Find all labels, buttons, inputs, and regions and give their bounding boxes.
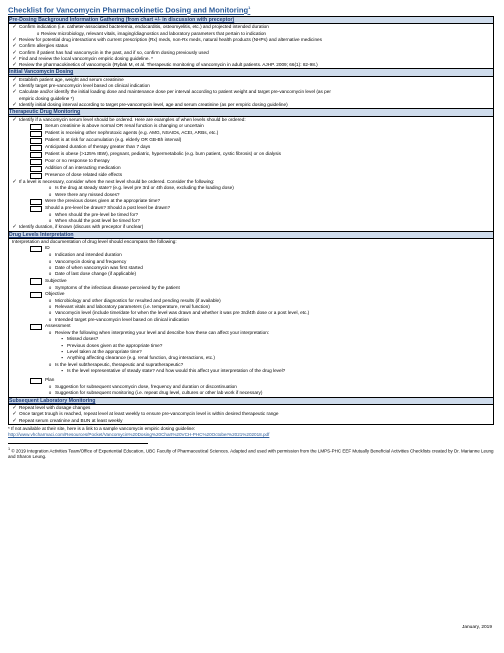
- hollow-bullet-icon: o: [48, 264, 52, 270]
- checkmark-icon: ✓: [12, 55, 17, 62]
- section-header-lab-monitoring: Subsequent Laboratory Monitoring: [9, 397, 494, 404]
- hollow-bullet-icon: o: [48, 271, 52, 277]
- list-item: ✓ Review for potential drug interactions with current prescription (Rx) meds, non-Rx meds, natural health products (NHPs) and alternative medicines: [9, 37, 493, 43]
- tdm-list: [9, 117, 493, 231]
- list-item: ✓ Confirm if patient has had vancomycin in the past, and if so, confirm dosing previously used: [9, 50, 493, 56]
- list-item: o Review microbiology, relevant vitals, imaging/diagnostics and laboratory parameters that pertain to indication: [36, 30, 267, 36]
- sub-item: o Suggestion for subsequent monitoring (i.e. repeat drug level, cultures or other lab work if necessary): [9, 390, 493, 396]
- list-item: ✓ Calculate and/or identify the initial loading dose and maintenance dose per interval according to patient weight and target pre-vancomycin level (as per: [9, 89, 493, 95]
- hollow-bullet-icon: o: [48, 384, 52, 390]
- checkmark-icon: ✓: [12, 405, 17, 412]
- checkmark-icon: ✓: [12, 102, 17, 109]
- checkmark-icon: ✓: [12, 411, 17, 418]
- checkmark-icon: ✓: [12, 224, 17, 231]
- section-header-interpretation: Drug Levels Interpretation: [9, 231, 494, 238]
- square-bullet-icon: ▪: [61, 336, 63, 342]
- sub-sub-item: ▪ Level taken at the appropriate time?: [9, 349, 493, 355]
- checkbox-item-assessment[interactable]: Assessment: [9, 323, 493, 330]
- checkbox-icon[interactable]: [30, 206, 42, 212]
- sub-item: o When should the pre-level be timed for?: [9, 212, 493, 218]
- checkbox-icon[interactable]: [30, 152, 42, 158]
- list-item: ✓ Confirm indication (i.e. catheter-associated bacteremia, endocarditis, osteomyelitis, etc.) and projected intended duration: [9, 24, 493, 30]
- sub-item: o Intended target pre-vancomycin level based on clinical indication: [9, 317, 493, 323]
- sub-item: o Date of last dose change (if applicable): [9, 271, 493, 277]
- checkbox-item[interactable]: Patient is at risk for accumulation (e.g. elderly OR GB-Bh interval): [9, 137, 493, 144]
- sub-item: o Vancomycin dosing and frequency: [9, 259, 493, 265]
- checkbox-item[interactable]: Anticipated duration of therapy greater than 7 days: [9, 144, 493, 151]
- hollow-bullet-icon: o: [48, 185, 52, 191]
- hollow-bullet-icon: o: [48, 297, 52, 303]
- sub-sub-item: ▪ Previous doses given at the appropriate time?: [9, 343, 493, 349]
- hollow-bullet-icon: o: [48, 258, 52, 264]
- checkmark-icon: ✓: [12, 83, 17, 90]
- checkbox-icon[interactable]: [30, 166, 42, 172]
- checkmark-icon: ✓: [12, 116, 17, 123]
- checkbox-icon[interactable]: [30, 292, 42, 298]
- sub-sub-item: ▪ Is the level representative of steady state? And how would this affect your interpretation of the drug level?: [9, 368, 493, 374]
- list-item: ✓ Identify if a vancomycin serum level should be ordered. Here are examples of when levels should be ordered:: [9, 117, 493, 123]
- checkbox-item[interactable]: Addition of an interacting medication: [9, 165, 493, 172]
- checkbox-item[interactable]: Patient is receiving other nephrotoxic agents (e.g. AMG, NSAIDs, ACEI, ARBs, etc.): [9, 130, 493, 137]
- list-item: ✓ Confirm allergies status: [9, 43, 493, 49]
- checkbox-item-objective[interactable]: Objective: [9, 291, 493, 298]
- checkbox-icon[interactable]: [30, 324, 42, 330]
- list-item: ✓ If a level is necessary, consider when the next level should be ordered. Consider the following:: [9, 179, 493, 185]
- checkbox-icon[interactable]: [30, 145, 42, 151]
- checkmark-icon: ✓: [12, 89, 17, 96]
- sub-item: o Review the following when interpreting your level and describe how these can affect your interpretation:: [9, 330, 493, 336]
- hollow-bullet-icon: o: [48, 284, 52, 290]
- footnote-star: * If not available at their site, here is a link to a sample vancomycin empiric dosing guideline:: [8, 425, 196, 431]
- checkbox-icon[interactable]: [30, 246, 42, 252]
- hollow-bullet-icon: o: [48, 310, 52, 316]
- checkbox-item[interactable]: Serum creatinine is above normal OR renal function is changing or uncertain: [9, 123, 493, 130]
- hollow-bullet-icon: o: [48, 330, 52, 336]
- square-bullet-icon: ▪: [61, 348, 63, 354]
- sub-item: o When should the post level be timed for?: [9, 218, 493, 224]
- checkmark-icon: ✓: [12, 62, 17, 69]
- checkbox-item-id[interactable]: ID: [9, 245, 493, 252]
- sub-item: o Is the level subtherapeutic, therapeutic and supratherapeutic?: [9, 362, 493, 368]
- checkmark-icon: ✓: [12, 178, 17, 185]
- list-item: ✓ Review the pharmacokinetics of vancomycin (Rybak M, et al. Therapeutic monitoring of vancomycin in adult patients. AJHP. 2009; 66(1): 82-98.): [9, 62, 493, 68]
- page-title: Checklist for Vancomycin Pharmacokinetic Dosing and Monitoring$^1$: [8, 5, 251, 15]
- list-item: ✓ Identify duration, if known (discuss with preceptor if unclear): [9, 224, 493, 230]
- sub-item: o Is the drug at steady state? (e.g. level pre 3rd or 4th dose, excluding the loading dose): [9, 185, 493, 191]
- list-item-continuation: empiric dosing guideline *): [19, 95, 74, 101]
- hollow-bullet-icon: o: [48, 191, 52, 197]
- hollow-bullet-icon: o: [36, 30, 40, 36]
- sub-item: o Date of when vancomycin was first started: [9, 265, 493, 271]
- checkbox-icon[interactable]: [30, 131, 42, 137]
- list-intro: Interpretation and documentation of drug level should encompass the following:: [12, 239, 177, 245]
- sub-sub-item: ▪ Anything affecting clearance (e.g. renal function, drug interactions, etc.): [9, 355, 493, 361]
- checkmark-icon: ✓: [12, 37, 17, 43]
- document-date: January, 2019: [461, 625, 492, 630]
- checkbox-item-plan[interactable]: Plan: [9, 377, 493, 384]
- section-header-tdm: Therapeutic Drug Monitoring: [9, 109, 494, 116]
- sub-item: o Vancomycin level (include time/date for when the level was drawn and whether it was pre 3rd/4th dose or a post level, etc.): [9, 310, 493, 316]
- section-header-initial-dosing: Initial Vancomycin Dosing: [9, 69, 494, 76]
- hollow-bullet-icon: o: [48, 390, 52, 396]
- checkbox-item[interactable]: Were the previous doses given at the appropriate time?: [9, 198, 493, 205]
- hollow-bullet-icon: o: [48, 211, 52, 217]
- hollow-bullet-icon: o: [48, 218, 52, 224]
- checkmark-icon: ✓: [12, 49, 17, 56]
- footnote-divider: [8, 443, 148, 444]
- hollow-bullet-icon: o: [48, 316, 52, 322]
- list-item: ✓ Establish patient age, weight and serum creatinine: [9, 77, 493, 83]
- checkmark-icon: ✓: [12, 417, 17, 424]
- footnote-copyright: $^1$ © 2019 Integration Activities Team/Office of Experiential Education, UBC Faculty of Pharmaceutical Sciences. Adapted and used with permission from the LMPS-PHC EEF Mutually Beneficial Activities Checklists created by Dr. Marianne Leung and Sharon Leung.: [8, 446, 494, 460]
- sub-item: o Microbiology and other diagnostics for resulted and pending results (if available): [9, 298, 493, 304]
- checkbox-icon[interactable]: [30, 278, 42, 284]
- checklist-table: [8, 16, 494, 425]
- square-bullet-icon: ▪: [61, 367, 63, 373]
- initial-dosing-list: [9, 77, 493, 108]
- checkbox-item-subjective[interactable]: Subjective: [9, 278, 493, 285]
- square-bullet-icon: ▪: [61, 342, 63, 348]
- square-bullet-icon: ▪: [61, 355, 63, 361]
- checkmark-icon: ✓: [12, 24, 17, 31]
- checkbox-item[interactable]: Poor or no response to therapy: [9, 158, 493, 165]
- pre-dosing-list: [9, 24, 493, 68]
- checkbox-item[interactable]: Should a pre-level be drawn? Should a post level be drawn?: [9, 205, 493, 212]
- interpretation-list: [9, 239, 493, 397]
- checkbox-item[interactable]: Presence of dose related side effects: [9, 172, 493, 179]
- list-item: ✓ Once target trough is reached, repeat level at least weekly to ensure pre-vancomycin level is within desired therapeutic range: [9, 411, 493, 417]
- hollow-bullet-icon: o: [48, 361, 52, 367]
- hollow-bullet-icon: o: [48, 304, 52, 310]
- sub-item: o Relevant vitals and laboratory parameters (i.e. temperature, renal function): [9, 304, 493, 310]
- checkbox-icon[interactable]: [30, 378, 42, 384]
- checkmark-icon: ✓: [12, 76, 17, 83]
- checkbox-icon[interactable]: [30, 124, 42, 130]
- checkbox-icon[interactable]: [30, 159, 42, 165]
- checkbox-icon[interactable]: [30, 199, 42, 205]
- hollow-bullet-icon: o: [48, 252, 52, 258]
- list-item: ✓ Repeat serum creatinine and BUN at least weekly: [9, 418, 493, 424]
- sub-item: o Suggestion for subsequent vancomycin dose, frequency and duration or discontinuation: [9, 384, 493, 390]
- list-item: ✓ Repeat level with dosage changes: [9, 405, 493, 411]
- list-item: ✓ Find and review the local vancomycin empiric dosing guideline. *: [9, 56, 493, 62]
- guideline-link[interactable]: http://www.vhcharmaci.com/Resources/Pocket/Vancomycin%20Dosing%20Chart%20VCH-PHC%20October%2021%202018.pdf: [8, 431, 270, 437]
- sub-item: o Were there any missed doses?: [9, 192, 493, 198]
- sub-sub-item: ▪ Missed doses?: [9, 336, 493, 342]
- checkbox-icon[interactable]: [30, 138, 42, 144]
- sub-item: o Indication and intended duration: [9, 252, 493, 258]
- section-header-pre-dosing: Pre-Dosing Background Information Gathering (from chart +/- in discussion with preceptor): [9, 17, 494, 24]
- list-item: ✓ Identify initial dosing interval according to target pre-vancomycin level, age and serum creatinine (as per empiric dosing guideline): [9, 102, 493, 108]
- lab-monitoring-list: [9, 405, 493, 424]
- checkmark-icon: ✓: [12, 43, 17, 50]
- sub-item: o Symptoms of the infectious disease perceived by the patient: [9, 285, 493, 291]
- list-item: ✓ Identify target pre-vancomycin level based on clinical indication: [9, 83, 493, 89]
- checkbox-item[interactable]: Patient is obese (>125% IBW), pregnant, pediatric, hypermetabolic (e.g. burn patient, cystic fibrosis) or on dialysis: [9, 151, 493, 158]
